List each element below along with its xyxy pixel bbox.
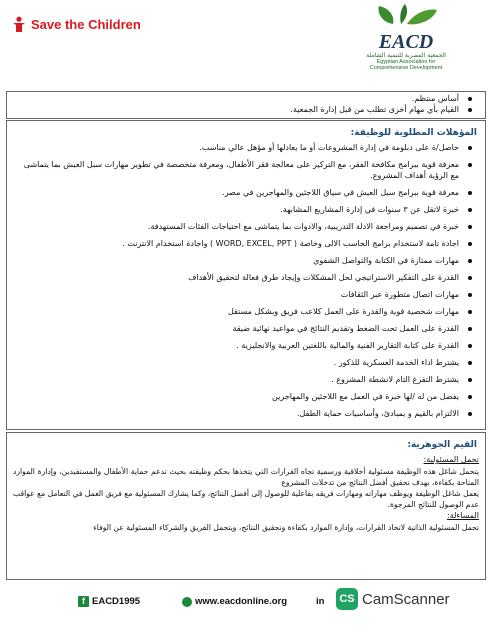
list-item: مهارات اتصال متطورة عبر الثقافات <box>17 289 485 300</box>
facebook-handle: EACD1995 <box>92 596 141 607</box>
list-item: مهارات ممتازة في الكتابة والتواصل الشفوي <box>17 255 485 266</box>
list-item: القدرة على كتابة التقارير الفنية والمالية باللغتين العربية والانجليزية . <box>17 340 485 351</box>
instagram-contact: in <box>316 596 325 607</box>
save-the-children-text: Save the Children <box>31 16 141 32</box>
camscanner-icon: CS <box>336 588 358 610</box>
list-item: اجادة تامة لاستخدام برامج الحاسب الالى وخاصة ( WORD, EXCEL, PPT ) واجادة استخدام الانترنت . <box>17 238 485 249</box>
eacd-english-name-line2: Comprehensive Development <box>369 65 443 71</box>
eacd-logo <box>358 2 454 88</box>
facebook-contact <box>78 596 140 607</box>
list-item: القدرة على العمل تحت الضغط وتقديم النتائج في مواعيد نهائية ضيقة <box>17 323 485 334</box>
core-values-heading: القيم الجوهرية: <box>407 440 477 450</box>
responsibilities-continued-box <box>6 91 486 119</box>
eacd-wordmark: EACD <box>378 31 434 52</box>
list-item: معرفة قوية ببرامج سبل العيش في سياق اللاجئين والمهاجرين في مصر. <box>17 187 485 198</box>
eacd-arabic-name: الجمعية المصرية للتنمية الشاملة <box>366 52 446 59</box>
list-item: القدرة على التفكير الاستراتيجي لحل المشكلات وإيجاد طرق فعالة لتحقيق الأهداف <box>17 272 485 283</box>
save-the-children-logo <box>12 16 141 32</box>
list-item: القيام بأي مهام أخرى تطلب من قبل إدارة الجمعية. <box>17 104 485 115</box>
list-item: يفضل من له /لها خبرة في العمل مع اللاجئين والمهاجرين <box>17 391 485 402</box>
list-item: خبرة في تصميم ومراجعة الادلة التدريبية، والادوات بما يتماشى مع احتياجات الفئات المستهدفة. <box>17 221 485 232</box>
qualifications-list <box>7 142 485 419</box>
website-contact <box>182 596 287 607</box>
list-item: يشترط التفرغ التام لانشطة المشروع . <box>17 374 485 385</box>
facebook-icon: f <box>78 596 89 607</box>
list-item: يشترط اداء الخدمة العسكرية للذكور . <box>17 357 485 368</box>
page-footer <box>0 588 494 640</box>
accountability-subheading: تحمل المسئولية: <box>423 455 479 464</box>
globe-icon <box>182 597 192 607</box>
questioning-subheading: المساءلة: <box>446 511 479 520</box>
list-item: مهارات شخصية قوية والقدرة على العمل كلاعب فريق وبشكل مستقل <box>17 306 485 317</box>
list-item: حاصل/ة على دبلومة في إدارة المشروعات أو ما يعادلها أو مؤهل عالي مناسب. <box>17 142 485 153</box>
list-item: معرفة قوية ببرامج مكافحة الفقر، مع التركيز على معالجة فقر الأطفال، ومعرفة متخصصة في تطوير مهارات سبل العيش بما يتماشى مع الرؤية أهداف المشروع. <box>17 159 485 181</box>
qualifications-box <box>6 120 486 430</box>
core-values-box <box>6 432 486 580</box>
website-url: www.eacdonline.org <box>195 596 288 607</box>
qualifications-heading: المؤهلات المطلوبة للوظيفة: <box>350 128 477 138</box>
questioning-paragraph: تحمل المسئولية الذاتية لاتخاذ القرارات، وإدارة الموارد بكفاءة وتحقيق النتائج، ويتحمل الفريق والشركاء المسئولية عن الوفاء <box>93 523 479 532</box>
accountability-paragraph-1: يتحمل شاغل هذه الوظيفة مسئولية أخلاقية ورسمية تجاه القرارات التي يتخذها بحكم وظيفته بحيث تدعم حماية الأطفال والمستفيدين، وإدارة الموارد المتاحة بكفاءة، بهدف تحقيق أفضل النتائج من تدخلات المشروع <box>13 467 479 487</box>
responsibilities-list <box>7 92 485 115</box>
camscanner-watermark <box>336 588 450 610</box>
list-item: خبرة لاتقل عن ٣ سنوات في إدارة المشاريع المشابهة. <box>17 204 485 215</box>
page-header <box>0 0 494 88</box>
child-figure-icon <box>12 16 26 32</box>
camscanner-text: CamScanner <box>362 590 450 608</box>
list-item: أساس منتظم. <box>17 93 485 104</box>
eacd-english-name-line1: Egyptian Association for <box>376 59 436 65</box>
accountability-paragraph-2: يعمل شاغل الوظيفة ويوظف مهاراته ومهارات فريقه بفاعلية للوصول إلى أفضل النتائج، وكما يشارك المسئولية مع فريق العمل في التعامل مع عواقب عدم الوصول للنتائج المرجوة. <box>13 489 479 509</box>
eacd-leaves-icon <box>371 2 441 52</box>
list-item: الالتزام بالقيم و بمبادئ، وأساسيات حماية الطفل. <box>17 408 485 419</box>
